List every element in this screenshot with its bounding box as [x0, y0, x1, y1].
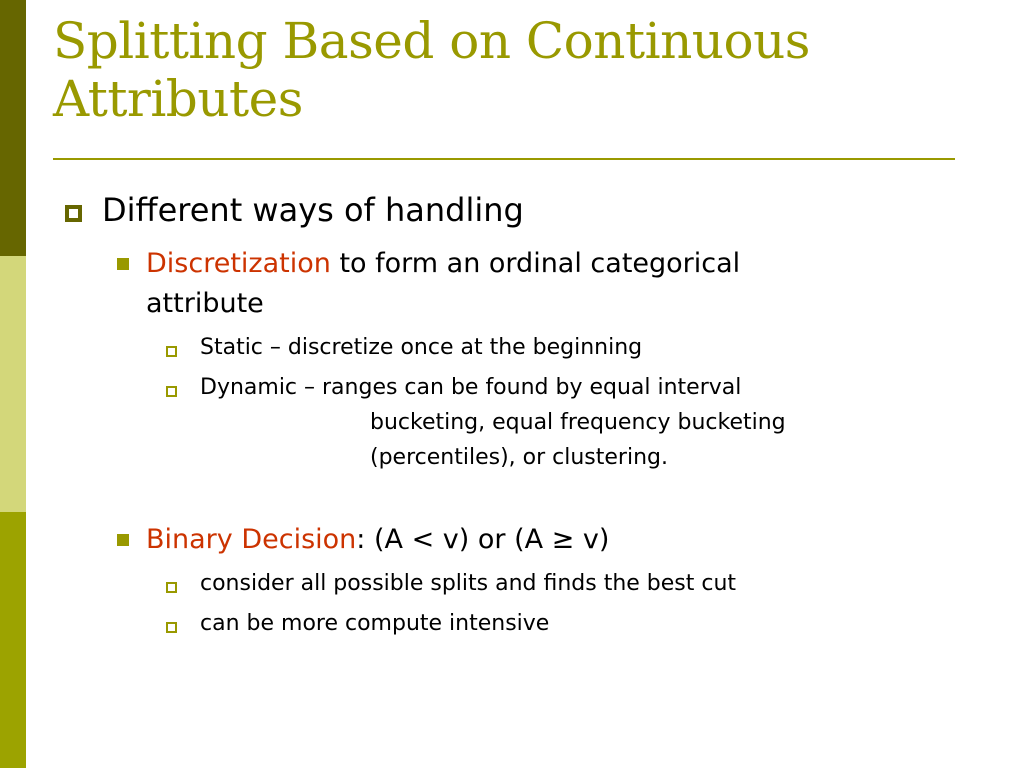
- item-consider-splits: consider all possible splits and finds the best cut: [200, 571, 737, 596]
- hollow-square-bullet-icon: [166, 346, 177, 357]
- slide-title-line-2: Attributes: [53, 70, 303, 128]
- sidebar-band-bottom: [0, 512, 26, 768]
- slide-title-line-1: Splitting Based on Continuous: [53, 12, 810, 70]
- sidebar-band-middle: [0, 256, 26, 512]
- item-dynamic-line-3: (percentiles), or clustering.: [370, 445, 668, 470]
- item-compute-intensive: can be more compute intensive: [200, 611, 550, 636]
- slide-title: [53, 12, 953, 128]
- item-static: Static – discretize once at the beginning: [200, 335, 643, 360]
- binary-decision-condition: : (A < v) or (A ≥ v): [356, 524, 610, 555]
- hollow-square-bullet-icon: [166, 582, 177, 593]
- term-binary-decision: Binary Decision: [146, 524, 357, 555]
- discretization-desc-line-2: attribute: [146, 288, 264, 319]
- item-dynamic-line-1: Dynamic – ranges can be found by equal interval: [200, 375, 742, 400]
- hollow-square-bullet-icon: [166, 622, 177, 633]
- title-divider: [53, 158, 955, 160]
- hollow-square-bullet-icon: [65, 205, 82, 222]
- item-dynamic-line-2: bucketing, equal frequency bucketing: [370, 410, 786, 435]
- bullet-different-ways: Different ways of handling: [102, 191, 524, 229]
- sidebar-stripe: [0, 0, 26, 768]
- sidebar-band-top: [0, 0, 26, 256]
- hollow-square-bullet-icon: [166, 386, 177, 397]
- bullet-binary-decision: [146, 520, 609, 560]
- bullet-discretization: [146, 244, 740, 284]
- filled-square-bullet-icon: [117, 258, 129, 270]
- discretization-desc-line-1: to form an ordinal categorical: [330, 248, 741, 279]
- term-discretization: Discretization: [146, 248, 331, 279]
- filled-square-bullet-icon: [117, 534, 129, 546]
